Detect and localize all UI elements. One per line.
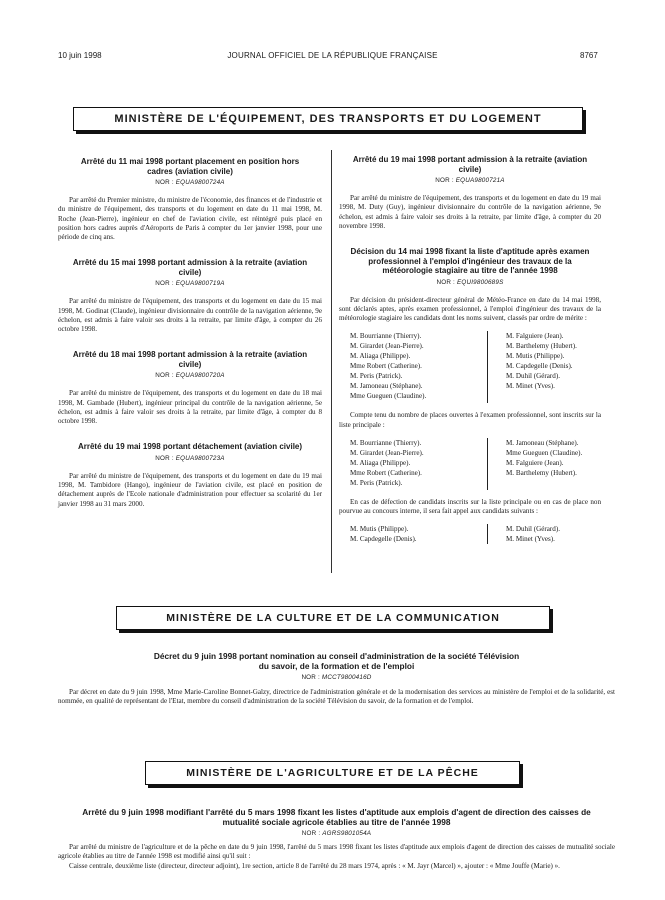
nor-reference: NOR : EQUA9800724A bbox=[155, 179, 225, 186]
candidate-name: M. Peris (Patrick). bbox=[350, 478, 403, 487]
list-separator bbox=[487, 438, 488, 490]
header-date: 10 juin 1998 bbox=[58, 51, 102, 60]
candidate-name: M. Mutis (Philippe). bbox=[350, 525, 409, 534]
decree-text: Par arrêté du Premier ministre, du ministre de l'économie, des finances et de l'industrie et du ministre de l'équipement, des transports et du logement en date du 11 mai 1998, M. Roche (Jean-Pierre), ingénieur en chef de l'aviation civile, est réintégré puis placé en position hors cadres auprès d'Aéroports de Paris à compter du 1er janvier 1998, pour une période de cinq ans. bbox=[58, 196, 322, 242]
nor-reference: NOR : EQUA9800723A bbox=[155, 454, 225, 462]
decree-text: Par arrêté du ministre de l'agriculture et de la pêche en date du 9 juin 1998, l'arrêté du 5 mars 1998 fixant les listes d'aptitude aux emplois d'agent de direction des caisses de mutualité sociale agricole établies au titre de l'année 1998 est modifié ainsi qu'il suit : bbox=[58, 843, 615, 861]
main-list bbox=[339, 438, 601, 490]
nor-reference: NOR : EQUA9800719A bbox=[155, 280, 225, 288]
candidate-name: M. Bourrianne (Thierry). bbox=[350, 332, 422, 341]
candidate-name: M. Barthelemy (Hubert). bbox=[506, 342, 577, 351]
decree-text: Par arrêté du ministre de l'équipement, des transports et du logement en date du 19 mai 1998, M. Duty (Guy), ingénieur divisionnaire du contrôle de la navigation aérienne, 9e échelon, est admis à faire valoir ses droits à la retraite, par limite d'âge, à compter du 20 novembre 1998. bbox=[339, 194, 601, 230]
decree-text-continued: Caisse centrale, deuxième liste (directeur, directeur adjoint), 1re section, article 8 de l'arrêté du 28 mars 1974, après : « M. Jayr (Marcel) », ajouter : « Mme Jouffe (Marie) ». bbox=[69, 861, 560, 870]
nor-reference: NOR : EQUI9800689S bbox=[436, 278, 504, 286]
left-column bbox=[58, 157, 322, 509]
main-list-left bbox=[350, 438, 424, 488]
decree-text: Par décret en date du 9 juin 1998, Mme Marie-Caroline Bonnet-Galzy, directrice de l'administration générale et de la modernisation des services au ministère de l'emploi et de la solidarité, est nommée, en qualité de représentant de l'Etat, membre du conseil d'administration de la société Télévision du savoir, de la formation et de l'emploi. bbox=[58, 688, 615, 706]
candidate-name: M. Falguiere (Jean). bbox=[506, 332, 564, 341]
supplementary-list-left bbox=[350, 524, 417, 544]
decree-title: Arrêté du 19 mai 1998 portant détachement (aviation civile) bbox=[77, 442, 303, 452]
decree-text: Par arrêté du ministre de l'équipement, des transports et du logement en date du 19 mai 1998, M. Tambidore (Hango), ingénieur de l'aviation civile, est placé en position de détachement auprès de l'Ecole nationale d'administration pour effectuer sa scolarité du 1er janvier 1998 au 31 mars 2000. bbox=[58, 471, 322, 508]
page-number: 8767 bbox=[580, 51, 598, 60]
right-column bbox=[339, 155, 601, 554]
candidate-name: M. Minet (Yves). bbox=[506, 535, 555, 544]
culture-decree bbox=[58, 652, 615, 707]
decree-title: Décision du 14 mai 1998 fixant la liste d'aptitude après examen professionnel à l'emploi d'ingénieur des travaux de la météorologie stagiaire au titre de l'année 1998 bbox=[350, 247, 590, 276]
section-banner-culture: MINISTÈRE DE LA CULTURE ET DE LA COMMUNICATION bbox=[116, 606, 550, 630]
decree-title: Arrêté du 18 mai 1998 portant admission à la retraite (aviation civile) bbox=[72, 350, 308, 369]
decree-title: Arrêté du 9 juin 1998 modifiant l'arrêté du 5 mars 1998 fixant les listes d'aptitude aux emplois d'agent de direction des caisses de mutualité sociale agricole établies au titre de l'année 1998 bbox=[82, 807, 591, 827]
decree-hors-cadres bbox=[58, 157, 322, 242]
candidate-name: M. Aliaga (Philippe). bbox=[350, 352, 411, 361]
supplementary-list-right bbox=[506, 524, 560, 544]
nor-reference: NOR : EQUA9800720A bbox=[155, 372, 225, 380]
merit-list-left bbox=[350, 331, 426, 401]
candidate-name: M. Peris (Patrick). bbox=[350, 372, 403, 381]
candidate-name: M. Aliaga (Philippe). bbox=[350, 458, 411, 467]
decree-title: Arrêté du 11 mai 1998 portant placement en position hors cadres (aviation civile) bbox=[80, 157, 300, 176]
section-banner-agriculture: MINISTÈRE DE L'AGRICULTURE ET DE LA PÊCHE bbox=[145, 761, 520, 785]
decree-title: Décret du 9 juin 1998 portant nomination au conseil d'administration de la société Télévision du savoir, de la formation et de l'emploi bbox=[153, 651, 520, 671]
decree-detachement bbox=[58, 442, 322, 509]
nor-reference: NOR : MCCT9800416D bbox=[301, 674, 372, 681]
candidate-name: M. Duhil (Gérard). bbox=[506, 525, 560, 534]
decision-meteorologie bbox=[339, 247, 601, 546]
candidate-name: Mme Robert (Catherine). bbox=[350, 362, 422, 371]
candidate-name: M. Girardet (Jean-Pierre). bbox=[350, 342, 424, 351]
candidate-name: M. Duhil (Gérard). bbox=[506, 372, 560, 381]
candidate-name: M. Falguiere (Jean). bbox=[506, 458, 564, 467]
list-separator bbox=[487, 524, 488, 544]
decree-title: Arrêté du 15 mai 1998 portant admission à la retraite (aviation civile) bbox=[72, 258, 308, 277]
decree-title: Arrêté du 19 mai 1998 portant admission à la retraite (aviation civile) bbox=[352, 155, 588, 174]
decree-text: Par arrêté du ministre de l'équipement, des transports et du logement en date du 18 mai 1998, M. Gambade (Hubert), ingénieur principal du contrôle de la navigation aérienne, 5e échelon, est admis à faire valoir ses droits à la retraite, par limite d'âge, à compter du 8 octobre 1998. bbox=[58, 389, 322, 426]
merit-list bbox=[339, 331, 601, 403]
candidate-name: Mme Gueguen (Claudine). bbox=[350, 392, 427, 401]
main-list-right bbox=[506, 438, 582, 478]
decision-intro: Par décision du président-directeur général de Météo-France en date du 14 mai 1998, sont déclarés aptes, après examen professionnel, à l'emploi d'ingénieur des travaux de la météorologie stagiaire les candidats dont les noms suivent, classés par ordre de mérite : bbox=[339, 295, 601, 323]
supplementary-list bbox=[339, 524, 601, 546]
decision-mid: Compte tenu du nombre de places ouvertes à l'examen professionnel, sont inscrits sur la liste principale : bbox=[339, 411, 601, 429]
decree-retraite-duty bbox=[339, 155, 601, 231]
candidate-name: M. Bourrianne (Thierry). bbox=[350, 438, 422, 447]
decree-text: Par arrêté du ministre de l'équipement, des transports et du logement en date du 15 mai 1998, M. Godinat (Claude), ingénieur divisionnaire du contrôle de la navigation aérienne, 9e échelon, est admis à faire valoir ses droits à la retraite, par limite d'âge, à compter du 26 octobre 1998. bbox=[58, 297, 322, 334]
candidate-name: Mme Robert (Catherine). bbox=[350, 468, 422, 477]
candidate-name: M. Mutis (Philippe). bbox=[506, 352, 565, 361]
candidate-name: M. Minet (Yves). bbox=[506, 382, 555, 391]
candidate-name: Mme Gueguen (Claudine). bbox=[506, 448, 583, 457]
candidate-name: M. Girardet (Jean-Pierre). bbox=[350, 448, 424, 457]
column-divider bbox=[331, 150, 332, 573]
candidate-name: M. Capdegelle (Denis). bbox=[350, 535, 417, 544]
decision-defection: En cas de défection de candidats inscrits sur la liste principale ou en cas de place non pourvue au concours interne, il sera fait appel aux candidats suivants : bbox=[339, 497, 601, 515]
nor-reference: NOR : EQUA9800721A bbox=[435, 177, 505, 184]
decree-retraite-godinat bbox=[58, 258, 322, 334]
merit-list-right bbox=[506, 331, 577, 391]
list-separator bbox=[487, 331, 488, 403]
candidate-name: M. Capdegelle (Denis). bbox=[506, 362, 573, 371]
agriculture-decree bbox=[58, 808, 615, 871]
candidate-name: M. Barthelemy (Hubert). bbox=[506, 468, 577, 477]
candidate-name: M. Jamoneau (Stéphane). bbox=[506, 438, 579, 447]
decree-retraite-gambade bbox=[58, 350, 322, 426]
candidate-name: M. Jamoneau (Stéphane). bbox=[350, 382, 423, 391]
section-banner-equipement: MINISTÈRE DE L'ÉQUIPEMENT, DES TRANSPORTS ET DU LOGEMENT bbox=[73, 107, 583, 131]
journal-title: JOURNAL OFFICIEL DE LA RÉPUBLIQUE FRANÇAISE bbox=[227, 51, 438, 60]
nor-reference: NOR : AGRS9801054A bbox=[301, 830, 372, 837]
